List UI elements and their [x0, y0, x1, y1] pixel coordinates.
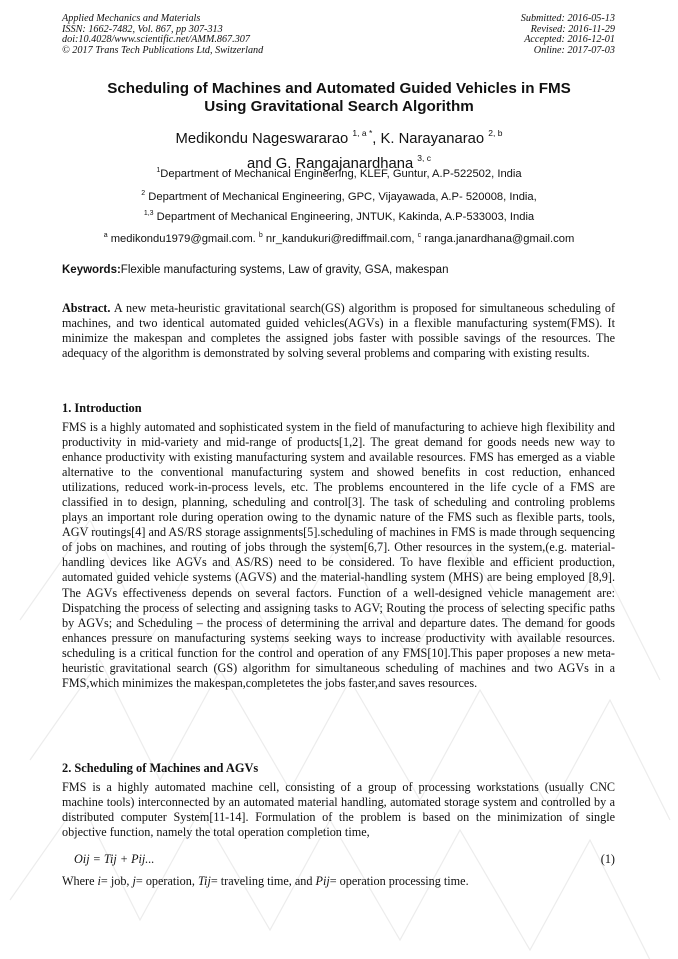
- section-2-body: FMS is a highly automated machine cell, consisting of a group of processing workstations (usually CNC machine tools) interconnected by an automated material handling, automated storage system and controlled by a distributed computer System[11-14]. Formulation of the problem is based on the minimization of single objective function, namely the total operation completion time,: [62, 780, 615, 840]
- author-3: and G. Rangajanardhana: [246, 156, 414, 172]
- keywords-text: Flexible manufacturing systems, Law of gravity, GSA, makespan: [120, 264, 449, 276]
- email-a-marker: a: [103, 232, 108, 239]
- email-b-marker: b: [258, 232, 263, 239]
- author-separator: ,: [372, 131, 381, 147]
- affiliation-3: [0, 210, 678, 223]
- email-b: nr_kandukuri@rediffmail.com,: [262, 233, 418, 245]
- section-1-heading: 1. Introduction: [62, 401, 142, 415]
- date-accepted: Accepted: 2016-12-01: [524, 34, 615, 46]
- affiliation-1-text: Department of Mechanical Engineering, KLEF, Guntur, A.P-522502, India: [160, 168, 522, 180]
- author-3-marker: 3, c: [417, 153, 431, 163]
- author-1: Medikondu Nageswararao: [175, 131, 349, 147]
- author-2: K. Narayanarao: [380, 131, 485, 147]
- var-pij: Pij: [315, 874, 330, 888]
- equation-number: (1): [600, 852, 615, 866]
- author-1-marker: 1, a *: [352, 128, 373, 138]
- where-text-3: = traveling time, and: [210, 874, 316, 888]
- section-1-body: FMS is a highly automated and sophisticated system in the field of manufacturing to achieve high flexibility and productivity in mid-variety and mid-range of products[1,2]. The great demand for goods needs new way to enhance productivity with existing manufacturing system and available resources. FMS has emerged as a viable alternative to the conventional manufacturing system and showed benefits in cost reduction, enhanced utilizations, reduced work-in-process levels, etc. The problems encountered in the life cycle of a FMS are classified in to design, planning, scheduling and control[3]. The task of scheduling and controling problems plays an important role during operation owing to the dynamic nature of the FMS such as flexible parts, tools, AGV routings[4] and AS/RS storage assignments[5].scheduling of machines in FMS is made through sequencing of jobs on machines, and routing of jobs through the system[6,7]. Other resources in the system,(e.g. material-handling devices like AGVs and AS/RS) need to be considered. To have flexible and efficient production, automated guided vehicle systems (AGVS) and the material-handling system (MHS) are being employed [8,9]. The AGVs effectiveness depends on several factors. Function of a well-designed vehicle management are: Dispatching the process of selecting and assigning tasks to AGV; Routing the process of selecting specific paths by AGVs; and Scheduling – the process of determining the arrival and departure dates. The demand for goods enhances pressure on manufacturing systems seeking ways to increase productivity with available resources. scheduling is a critical function for the control and operation of any FMS[10].This paper proposes a new meta-heuristic gravitational search (GS) algorithm for simultaneous scheduling of machines and two AGVs in a FMS,which minimizes the makespan,completetes the jobs faster,and saves resources.: [62, 420, 615, 690]
- date-online: Online: 2017-07-03: [533, 44, 615, 56]
- email-a: medikondu1979@gmail.com.: [107, 233, 259, 245]
- var-j: j: [132, 874, 136, 888]
- email-c-marker: c: [417, 232, 422, 239]
- journal-copyright: © 2017 Trans Tech Publications Ltd, Switzerland: [62, 44, 264, 56]
- affiliation-1: [0, 167, 678, 180]
- where-prefix: Where: [62, 874, 98, 888]
- abstract: [62, 301, 615, 361]
- abstract-label: Abstract.: [62, 301, 111, 315]
- journal-issn: ISSN: 1662-7482, Vol. 867, pp 307-313: [62, 23, 223, 35]
- journal-doi: doi:10.4028/www.scientific.net/AMM.867.307: [62, 34, 250, 46]
- email-list: [0, 232, 678, 245]
- keywords-label: Keywords:: [62, 264, 121, 276]
- var-i: i: [97, 874, 101, 888]
- equation-formula: Oij = Tij + Pij...: [74, 852, 155, 866]
- abstract-text: A new meta-heuristic gravitational search(GS) algorithm is proposed for simultaneous scheduling of machines, and two identical automated guided vehicles(AGVs) in a flexible manufacturing system(FMS). It minimize the makespan and completes the assigned jobs faster with possible savings of the resources. The adequacy of the algorithm is demonstrated by solving several problems and comparing with existing results.: [62, 301, 615, 361]
- journal-info: [62, 14, 263, 56]
- variable-definitions: [62, 874, 615, 889]
- paper-title: [0, 80, 678, 116]
- var-tij: Tij: [197, 874, 211, 888]
- affiliation-2: [0, 190, 678, 203]
- email-c: ranga.janardhana@gmail.com: [421, 233, 575, 245]
- title-line-1: Scheduling of Machines and Automated Guided Vehicles in FMS: [107, 80, 571, 97]
- where-text-1: = job,: [100, 874, 133, 888]
- section-2-heading: 2. Scheduling of Machines and AGVs: [62, 761, 259, 775]
- author-2-marker: 2, b: [488, 128, 503, 138]
- affiliation-3-text: Department of Mechanical Engineering, JNTUK, Kakinda, A.P-533003, India: [153, 211, 535, 223]
- submission-dates: [521, 14, 615, 56]
- title-line-2: Using Gravitational Search Algorithm: [204, 98, 474, 115]
- journal-name: Applied Mechanics and Materials: [62, 13, 201, 24]
- date-revised: Revised: 2016-11-29: [530, 23, 615, 35]
- affiliation-2-text: Department of Mechanical Engineering, GPC, Vijayawada, A.P- 520008, India,: [145, 191, 537, 203]
- affiliation-1-marker: 1: [156, 167, 161, 174]
- date-submitted: Submitted: 2016-05-13: [520, 13, 615, 24]
- keywords: [62, 264, 448, 276]
- where-text-2: = operation,: [135, 874, 198, 888]
- affiliation-2-marker: 2: [141, 190, 146, 197]
- where-text-4: = operation processing time.: [329, 874, 469, 888]
- affiliation-3-marker: 1,3: [143, 210, 154, 217]
